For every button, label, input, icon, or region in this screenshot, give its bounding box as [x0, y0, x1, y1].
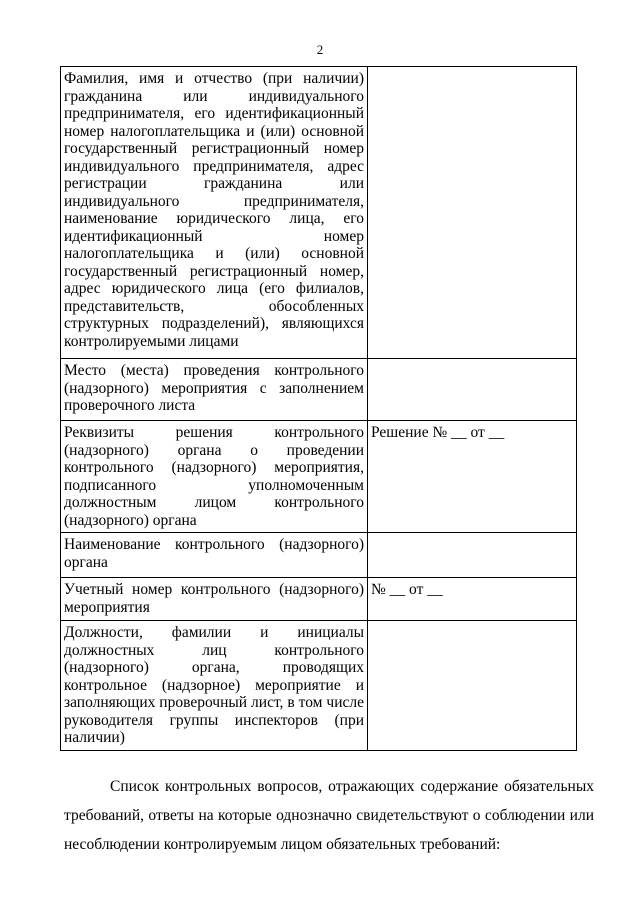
page-number: 2	[316, 42, 324, 57]
row-label-officials: Должности, фамилии и инициалы должностных лиц контрольного (надзорного) органа, проводящих контрольное (надзорное) мероприятие и заполняющих проверочный лист, в том числе руководителя группы инспекторов (при наличии)	[61, 621, 368, 751]
row-label-decision-details: Реквизиты решения контрольного (надзорного) органа о проведении контрольного (надзорного) мероприятия, подписанного уполномоченным должностным лицом контрольного (надзорного) органа	[61, 421, 368, 533]
table-row	[61, 578, 577, 621]
row-value-registration-number: № __ от __	[368, 578, 577, 621]
row-value-officials	[368, 621, 577, 751]
row-label-controlled-person: Фамилия, имя и отчество (при наличии) гражданина или индивидуального предпринимателя, его идентификационный номер налогоплательщика и (или) основной государственный регистрационный номер индивидуального предпринимателя, адрес регистрации гражданина или индивидуального предпринимателя, наименование юридического лица, его идентификационный номер налогоплательщика и (или) основной государственный регистрационный номер, адрес юридического лица (его филиалов, представительств, обособленных структурных подразделений), являющихся контролируемыми лицами	[61, 67, 368, 359]
row-label-inspection-place: Место (места) проведения контрольного (надзорного) мероприятия с заполнением проверочного листа	[61, 359, 368, 421]
checklist-intro-paragraph: Список контрольных вопросов, отражающих содержание обязательных требований, ответы на которые однозначно свидетельствуют о соблюдении или несоблюдении контролируемым лицом обязательных требований:	[64, 777, 594, 853]
row-label-registration-number: Учетный номер контрольного (надзорного) мероприятия	[61, 578, 368, 621]
table-row	[61, 421, 577, 533]
row-value-authority-name	[368, 533, 577, 578]
row-value-inspection-place	[368, 359, 577, 421]
row-label-authority-name: Наименование контрольного (надзорного) органа	[61, 533, 368, 578]
row-value-controlled-person	[368, 67, 577, 359]
table-row	[61, 67, 577, 359]
row-value-decision-details: Решение № __ от __	[368, 421, 577, 533]
table-row	[61, 621, 577, 751]
inspection-info-table	[60, 66, 577, 751]
table-row	[61, 359, 577, 421]
table-row	[61, 533, 577, 578]
